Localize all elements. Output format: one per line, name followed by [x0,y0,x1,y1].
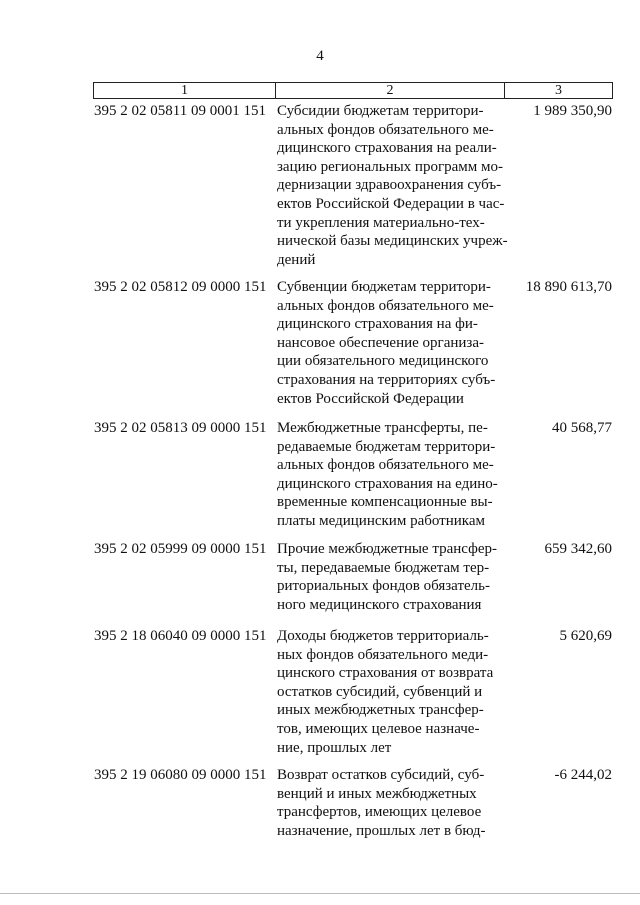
description-line: ного медицинского страхования [277,596,482,613]
column-header-3: 3 [555,83,562,98]
description-line: альных фондов обязательного ме- [277,121,494,138]
description-line: цинского страхования от возврата [277,665,494,682]
amount-value: -6 244,02 [554,767,612,783]
budget-code: 395 2 19 06080 09 0000 151 [94,767,267,783]
description-line: назначение, прошлых лет в бюд- [277,822,486,839]
column-header-2: 2 [276,83,505,98]
description-line: Прочие межбюджетные трансфер- [277,541,497,557]
description-line: дицинского страхования на фи- [277,316,478,333]
description-line: венций и иных межбюджетных [277,785,477,802]
description-line: ции обязательного медицинского [277,353,489,370]
page-number: 4 [316,48,324,64]
column-header-1: 1 [94,83,276,98]
description-line: Субсидии бюджетам территори- [277,103,484,119]
budget-code: 395 2 02 05812 09 0000 151 [94,279,267,295]
description-line: ты, передаваемые бюджетам тер- [277,559,490,576]
description-line: ти укрепления материально-тех- [277,214,485,231]
description-line: дернизации здравоохранения субъ- [277,177,502,194]
description-line: страхования на территориях субъ- [277,371,496,388]
description-line: тов, имеющих целевое назначе- [277,720,480,737]
description-line: редаваемые бюджетам территори- [277,438,496,455]
description-line: риториальных фондов обязатель- [277,578,490,595]
description-line: платы медицинским работникам [277,512,485,529]
description-line: трансфертов, имеющих целевое [277,804,482,821]
row-description [277,278,505,408]
amount-value: 18 890 613,70 [525,279,612,295]
budget-code: 395 2 02 05813 09 0000 151 [94,420,267,436]
description-line: зацию региональных программ мо- [277,158,503,175]
budget-code: 395 2 02 05811 09 0001 151 [94,103,266,119]
description-line: нансовое обеспечение организа- [277,334,484,351]
description-line: дений [277,251,316,268]
description-line: Доходы бюджетов территориаль- [277,628,489,644]
row-description [277,419,505,531]
budget-code: 395 2 18 06040 09 0000 151 [94,628,267,644]
amount-value: 5 620,69 [559,628,612,644]
description-line: ных фондов обязательного меди- [277,646,489,663]
amount-value: 659 342,60 [544,541,612,557]
description-line: Межбюджетные трансферты, пе- [277,420,488,436]
description-line: Возврат остатков субсидий, суб- [277,767,485,783]
description-line: нической базы медицинских учреж- [277,233,508,250]
row-description [277,540,505,614]
description-line: ектов Российской Федерации в час- [277,195,505,212]
description-line: иных межбюджетных трансфер- [277,702,484,719]
description-line: временные компенсационные вы- [277,494,493,511]
description-line: ектов Российской Федерации [277,390,464,407]
description-line: дицинского страхования на реали- [277,140,497,157]
description-line: Субвенции бюджетам территори- [277,279,491,295]
budget-code: 395 2 02 05999 09 0000 151 [94,541,267,557]
description-line: остатков субсидий, субвенций и [277,683,483,700]
amount-value: 40 568,77 [552,420,612,436]
description-line: ние, прошлых лет [277,739,392,756]
description-line: дицинского страхования на едино- [277,475,498,492]
table-header [93,82,613,99]
row-description [277,102,508,269]
description-line: альных фондов обязательного ме- [277,297,494,314]
row-description [277,627,505,757]
row-description [277,766,505,840]
scan-edge-divider [0,893,640,894]
description-line: альных фондов обязательного ме- [277,457,494,474]
amount-value: 1 989 350,90 [533,103,612,119]
